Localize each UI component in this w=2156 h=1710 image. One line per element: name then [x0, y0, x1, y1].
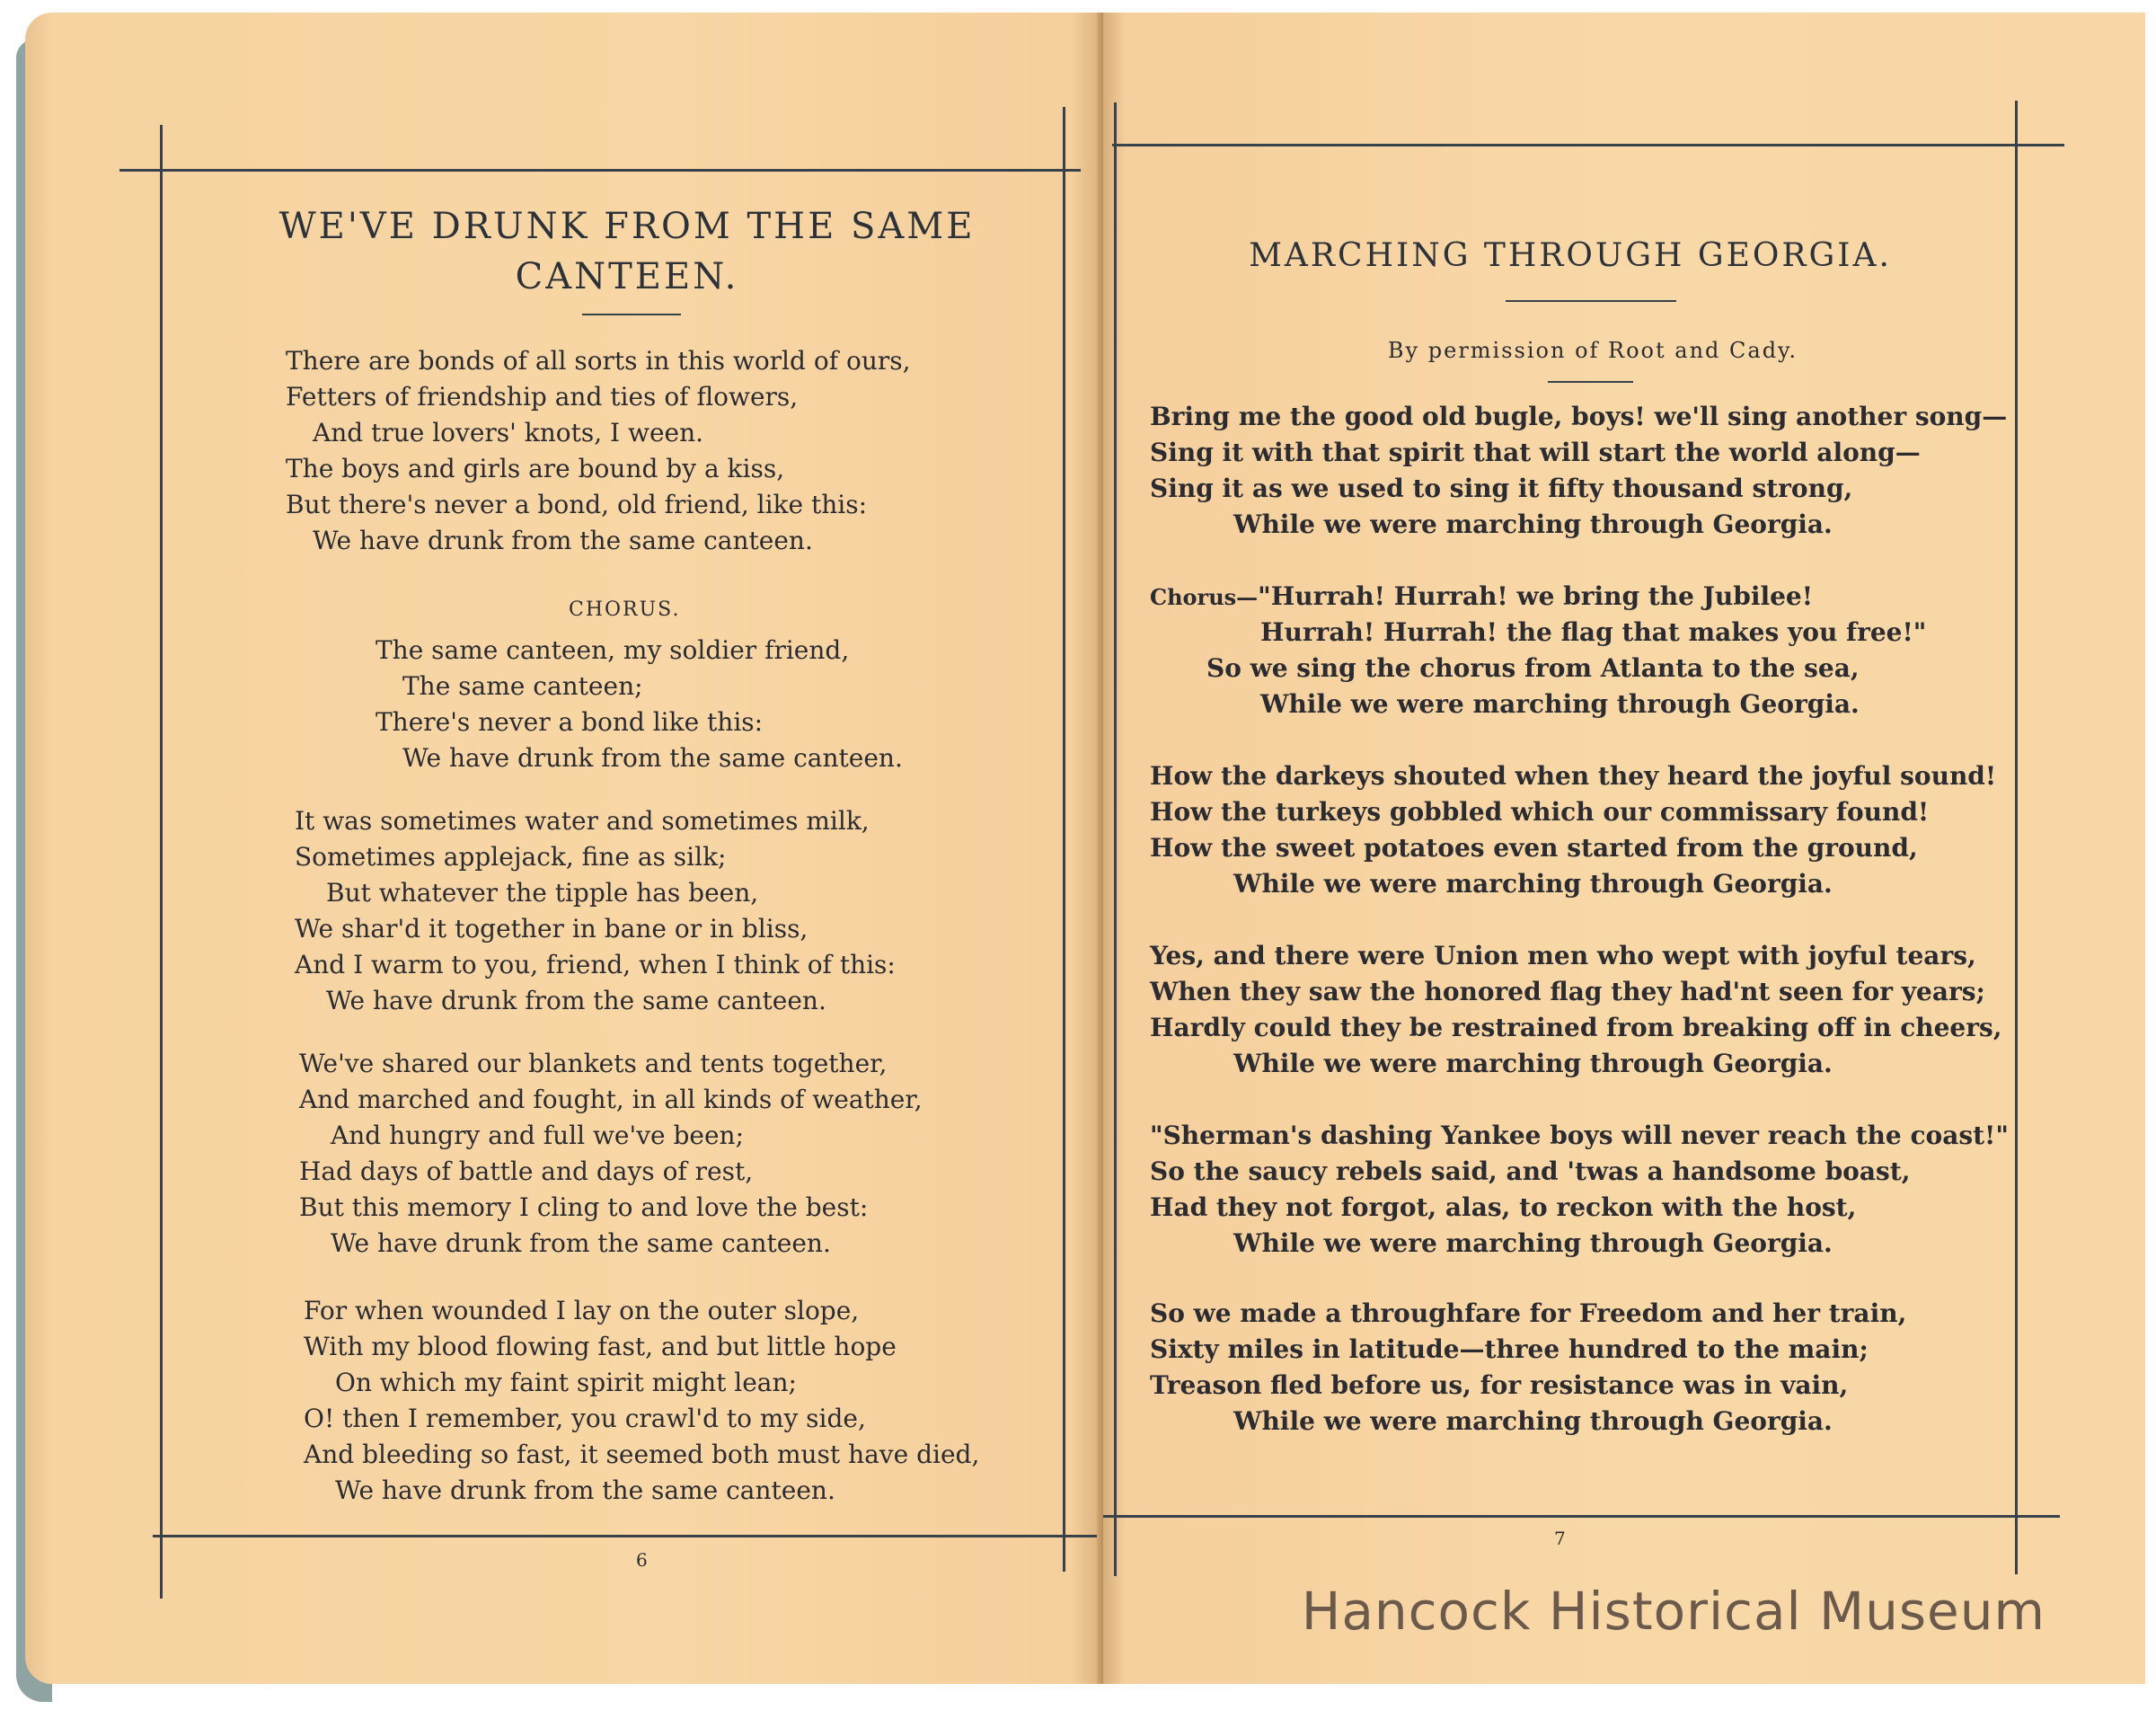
left-v4-l3: On which my faint spirit might lean; — [335, 1368, 797, 1397]
left-title — [241, 201, 1013, 302]
left-frame-top-rule — [119, 169, 1081, 172]
left-v2-l5: And I warm to you, friend, when I think of this: — [295, 950, 896, 979]
left-v1-l3: And true lovers' knots, I ween. — [313, 418, 704, 447]
right-v2-l1: How the darkeys shouted when they heard the joyful sound! — [1150, 761, 1997, 791]
museum-watermark: Hancock Historical Museum — [1301, 1581, 2046, 1642]
right-v5-l4: While we were marching through Georgia. — [1233, 1406, 1833, 1436]
right-chorus-l1 — [1150, 579, 1813, 616]
left-frame-left-rule — [160, 125, 163, 1599]
left-v4-l2: With my blood flowing fast, and but little hope — [304, 1332, 897, 1361]
left-v4-l1: For when wounded I lay on the outer slope, — [304, 1296, 860, 1325]
right-v5-l3: Treason fled before us, for resistance was in vain, — [1150, 1370, 1849, 1400]
left-v4-l6: We have drunk from the same canteen. — [335, 1475, 835, 1505]
right-v2-l4: While we were marching through Georgia. — [1233, 869, 1833, 899]
right-v1-l2: Sing it with that spirit that will start the world along— — [1150, 438, 1921, 467]
right-v3-l1: Yes, and there were Union men who wept with joyful tears, — [1150, 941, 1976, 970]
right-v4-l3: Had they not forgot, alas, to reckon with the host, — [1150, 1192, 1857, 1222]
right-v3-l3: Hardly could they be restrained from breaking off in cheers, — [1150, 1013, 2002, 1042]
right-chorus-l2: Hurrah! Hurrah! the flag that makes you free!" — [1260, 617, 1927, 647]
left-v3-l6: We have drunk from the same canteen. — [331, 1228, 831, 1258]
right-frame-right-rule — [2015, 101, 2018, 1574]
right-frame-top-rule — [1112, 144, 2064, 146]
left-v1-l2: Fetters of friendship and ties of flowers, — [286, 382, 799, 412]
left-v2-l1: It was sometimes water and sometimes milk, — [295, 806, 870, 836]
left-v3-l4: Had days of battle and days of rest, — [299, 1156, 754, 1186]
left-title-line2: CANTEEN. — [515, 256, 739, 297]
right-v4-l4: While we were marching through Georgia. — [1233, 1228, 1833, 1258]
right-v1-l1: Bring me the good old bugle, boys! we'll sing another song— — [1150, 402, 2008, 431]
left-page — [25, 13, 1103, 1684]
open-booklet — [7, 13, 2149, 1700]
right-page — [1103, 13, 2145, 1684]
left-v3-l2: And marched and fought, in all kinds of weather, — [299, 1085, 923, 1114]
left-v4-l5: And bleeding so fast, it seemed both must have died, — [304, 1440, 980, 1469]
left-chorus-l3: There's never a bond like this: — [376, 707, 764, 737]
left-chorus-l4: We have drunk from the same canteen. — [402, 743, 903, 773]
right-v1-l4: While we were marching through Georgia. — [1233, 509, 1833, 539]
right-v1-l3: Sing it as we used to sing it fifty thousand strong, — [1150, 474, 1853, 503]
right-v2-l2: How the turkeys gobbled which our commissary found! — [1150, 797, 1930, 827]
left-frame-bottom-rule — [153, 1535, 1114, 1537]
right-permission: By permission of Root and Cady. — [1387, 338, 1798, 363]
left-chorus-l1: The same canteen, my soldier friend, — [376, 635, 850, 665]
left-v1-l1: There are bonds of all sorts in this world of ours, — [286, 346, 911, 376]
right-frame-left-rule — [1114, 102, 1117, 1576]
right-v3-l4: While we were marching through Georgia. — [1233, 1049, 1833, 1078]
left-v3-l5: But this memory I cling to and love the best: — [299, 1192, 869, 1222]
right-v5-l2: Sixty miles in latitude—three hundred to the main; — [1150, 1334, 1869, 1364]
left-chorus-l2: The same canteen; — [402, 671, 643, 701]
right-chorus-label: Chorus— — [1150, 584, 1259, 610]
left-v1-l5: But there's never a bond, old friend, like this: — [286, 490, 868, 519]
right-permission-separator — [1548, 381, 1633, 383]
right-v2-l3: How the sweet potatoes even started from the ground, — [1150, 833, 1918, 863]
left-chorus-label: CHORUS. — [569, 598, 681, 621]
left-frame-right-rule — [1063, 107, 1065, 1572]
left-page-number: 6 — [636, 1549, 648, 1571]
left-v2-l3: But whatever the tipple has been, — [326, 878, 759, 908]
right-chorus-l3: So we sing the chorus from Atlanta to the sea, — [1206, 653, 1860, 683]
right-v3-l2: When they saw the honored flag they had'nt seen for years; — [1150, 977, 1985, 1006]
right-frame-bottom-rule — [1103, 1515, 2060, 1518]
left-v2-l6: We have drunk from the same canteen. — [326, 986, 826, 1015]
right-v4-l2: So the saucy rebels said, and 'twas a handsome boast, — [1150, 1156, 1911, 1186]
right-v4-l1: "Sherman's dashing Yankee boys will never reach the coast!" — [1150, 1121, 2009, 1150]
left-v3-l3: And hungry and full we've been; — [331, 1121, 745, 1150]
right-title-separator — [1506, 300, 1676, 302]
right-chorus-text-1: "Hurrah! Hurrah! we bring the Jubilee! — [1258, 581, 1814, 611]
left-v4-l4: O! then I remember, you crawl'd to my side, — [304, 1404, 866, 1433]
right-title: MARCHING THROUGH GEORGIA. — [1249, 237, 1892, 274]
left-v1-l6: We have drunk from the same canteen. — [313, 526, 813, 555]
left-v3-l1: We've shared our blankets and tents together, — [299, 1049, 888, 1078]
right-v5-l1: So we made a throughfare for Freedom and her train, — [1150, 1298, 1907, 1328]
right-page-number: 7 — [1554, 1528, 1566, 1549]
left-title-separator — [582, 314, 681, 315]
left-v2-l4: We shar'd it together in bane or in bliss, — [295, 914, 808, 944]
left-v2-l2: Sometimes applejack, fine as silk; — [295, 842, 727, 872]
left-v1-l4: The boys and girls are bound by a kiss, — [286, 454, 785, 483]
right-chorus-l4: While we were marching through Georgia. — [1260, 689, 1860, 719]
left-title-line1: WE'VE DRUNK FROM THE SAME — [278, 206, 976, 247]
